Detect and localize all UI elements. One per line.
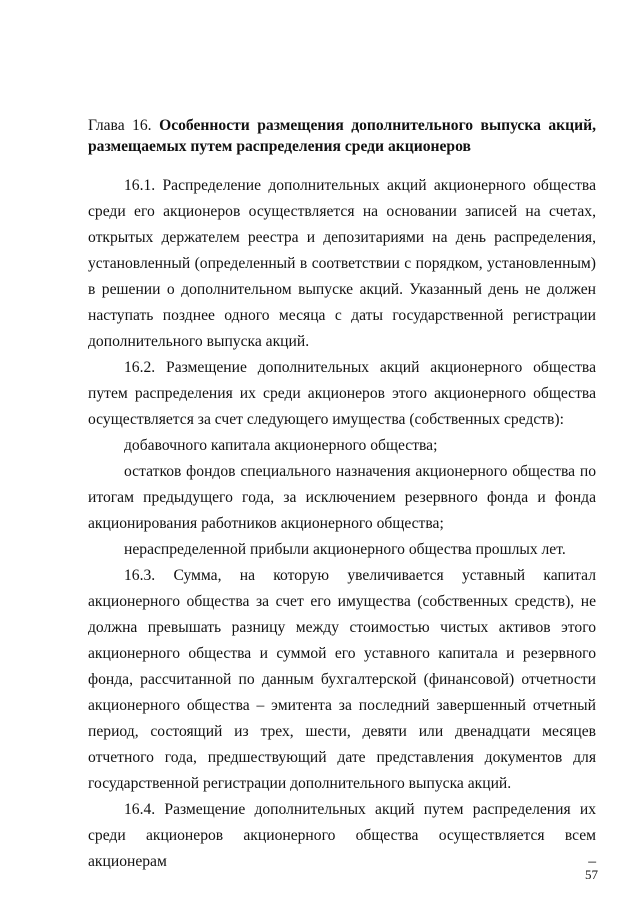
paragraph-16-4: 16.4. Размещение дополнительных акций путем распределения их среди акционеров акционерного общества осуществляется всем акционерам –: [88, 801, 596, 870]
paragraph-16-1: 16.1. Распределение дополнительных акций акционерного общества среди его акционеров осуществляется на основании записей на счетах, открытых держателем реестра и депозитариями на день распределения, установленный (определенный в соответствии с порядком, установленным) в решении о дополнительном выпуске акций. Указанный день не должен наступать позднее одного месяца с даты государственной регистрации дополнительного выпуска акций.: [88, 177, 596, 350]
chapter-heading: [88, 115, 596, 157]
list-item-special-funds: остатков фондов специального назначения акционерного общества по итогам предыдущего года, за исключением резервного фонда и фонда акционирования работников акционерного общества;: [88, 463, 596, 532]
chapter-number: Глава 16.: [88, 117, 152, 134]
paragraph-16-2: 16.2. Размещение дополнительных акций акционерного общества путем распределения их среди акционеров этого акционерного общества осуществляется за счет следующего имущества (собственных средств):: [88, 359, 596, 428]
list-item-additional-capital: добавочного капитала акционерного общества;: [124, 437, 438, 454]
page-number: 57: [585, 867, 598, 882]
document-body: [88, 173, 596, 875]
paragraph-16-3: 16.3. Сумма, на которую увеличивается уставный капитал акционерного общества за счет его имущества (собственных средств), не должна превышать разницу между стоимостью чистых активов этого акционерного общества и суммой его уставного капитала и резервного фонда, рассчитанной по данным бухгалтерской (финансовой) отчетности акционерного общества – эмитента за последний завершенный отчетный период, состоящий из трех, шести, девяти или двенадцати месяцев отчетного года, предшествующий дате представления документов для государственной регистрации дополнительного выпуска акций.: [88, 567, 596, 792]
list-item-retained-earnings: нераспределенной прибыли акционерного общества прошлых лет.: [124, 541, 566, 558]
chapter-title: Особенности размещения дополнительного выпуска акций, размещаемых путем распределения среди акционеров: [88, 117, 596, 155]
